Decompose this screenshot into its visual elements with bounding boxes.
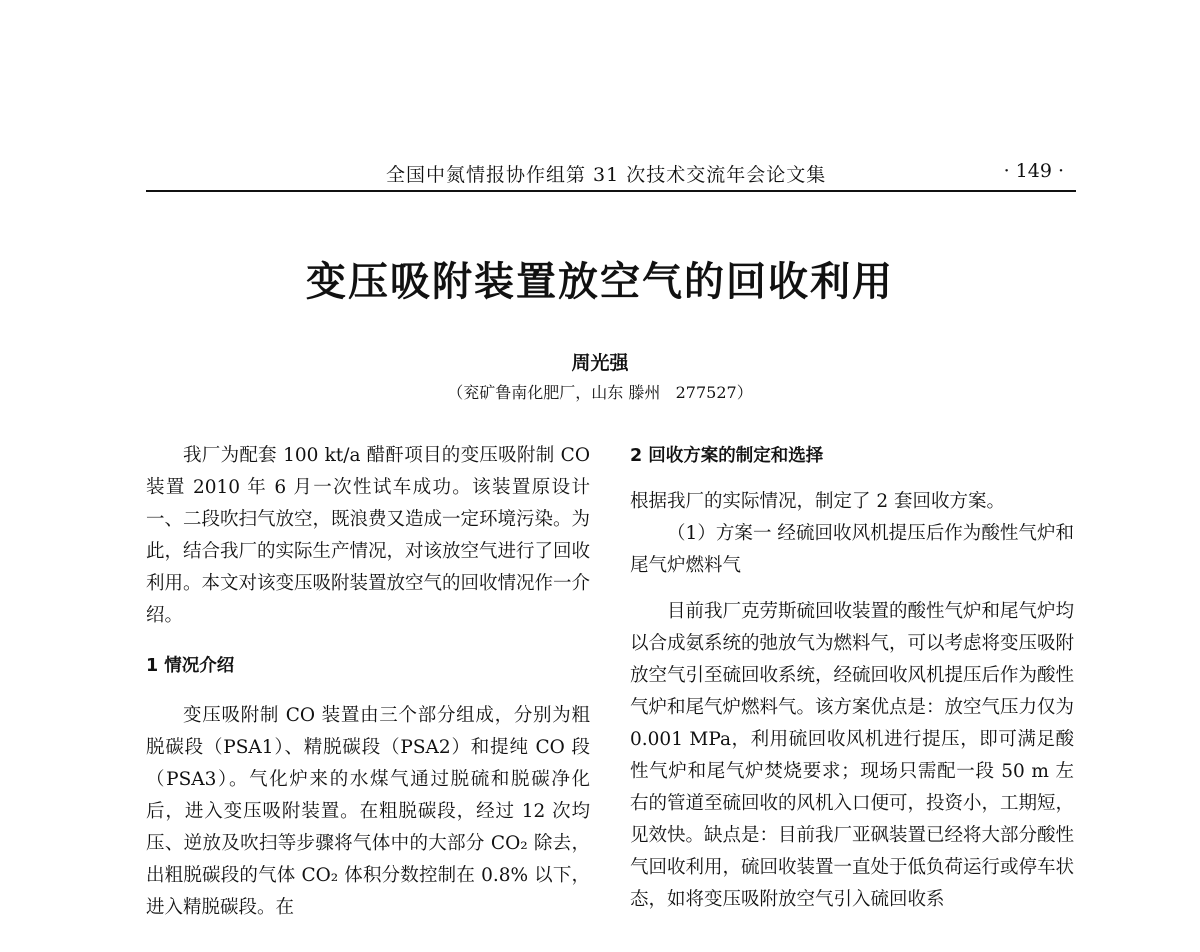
running-header xyxy=(146,160,1076,192)
author-affiliation: （兖矿鲁南化肥厂，山东 滕州 277527） xyxy=(447,383,753,402)
intro-paragraph: 我厂为配套 100 kt/a 醋酐项目的变压吸附制 CO 装置 2010 年 6 月一次性试车成功。该装置原设计一、二段吹扫气放空，既浪费又造成一定环境污染。为此，结合我厂的实际生产情况，对该放空气进行了回收利用。本文对该变压吸附装置放空气的回收情况作一介绍。 xyxy=(146,445,591,626)
author-name: 周光强 xyxy=(571,352,629,374)
plan-one-paragraph: 目前我厂克劳斯硫回收装置的酸性气炉和尾气炉均以合成氨系统的弛放气为燃料气，可以考虑将变压吸附放空气引至硫回收系统，经硫回收风机提压后作为酸性气炉和尾气炉燃料气。该方案优点是：放空气压力仅为 0.001 MPa，利用硫回收风机进行提压，即可满足酸性气炉和尾气炉焚烧要求；现场只需配一段 50 m 左右的管道至硫回收的风机入口便可，投资小，工期短，见效快。缺点是：目前我厂亚砜装置已经将大部分酸性气回收利用，硫回收装置一直处于低负荷运行或停车状态，如将变压吸附放空气引入硫回收系 xyxy=(630,601,1075,910)
journal-name: 全国中氮情报协作组第 31 次技术交流年会论文集 xyxy=(386,164,827,186)
section-1-heading: 1 情况介绍 xyxy=(146,656,235,676)
section-2-heading: 2 回收方案的制定和选择 xyxy=(630,446,824,466)
paper-title: 变压吸附装置放空气的回收利用 xyxy=(306,259,894,305)
page-number: · 149 · xyxy=(1003,160,1064,182)
section-2-paragraph-1: 根据我厂的实际情况，制定了 2 套回收方案。 xyxy=(630,491,1006,512)
left-column xyxy=(146,440,590,924)
right-column xyxy=(630,440,1074,916)
section-1-paragraph: 变压吸附制 CO 装置由三个部分组成，分别为粗脱碳段（PSA1）、精脱碳段（PSA2）和提纯 CO 段（PSA3）。气化炉来的水煤气通过脱硫和脱碳净化后，进入变压吸附装置。在粗脱碳段，经过 12 次均压、逆放及吹扫等步骤将气体中的大部分 CO₂ 除去，出粗脱碳段的气体 CO₂ 体积分数控制在 0.8% 以下，进入精脱碳段。在 xyxy=(146,705,590,918)
plan-one-heading: （1）方案一 经硫回收风机提压后作为酸性气炉和尾气炉燃料气 xyxy=(630,523,1074,576)
